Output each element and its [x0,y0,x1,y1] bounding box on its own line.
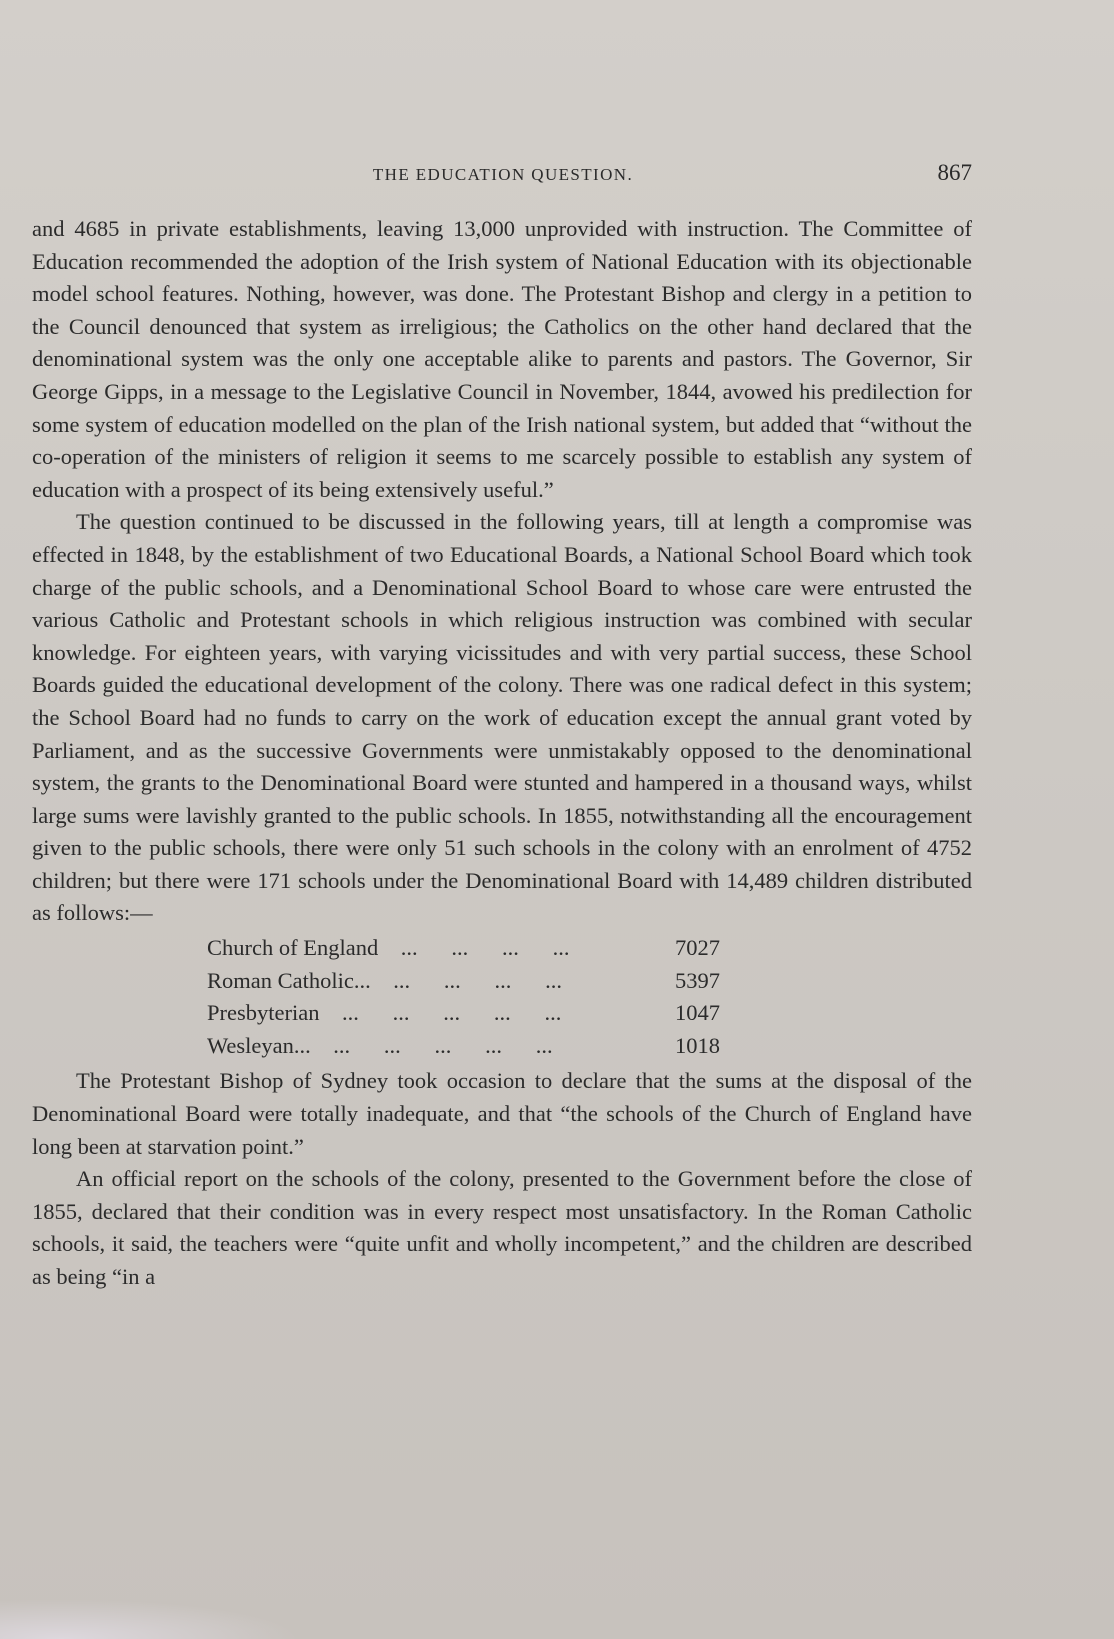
table-row [207,932,827,965]
distribution-table [207,932,827,1062]
paragraph-4: An official report on the schools of the colony, presented to the Government before the close of 1855, declared that their condition was in every respect most unsatisfactory. In the Roman Catholic schools, it said, the teachers were “quite unfit and wholly incompetent,” and the children are described as being “in a [32,1166,972,1289]
running-head [34,160,972,190]
table-row [207,1030,827,1063]
table-row [207,965,827,998]
table-row-value: 5397 [675,967,720,993]
page-smudge [0,1599,300,1639]
page-number: 867 [937,160,972,185]
table-row-label: Presbyterian ... ... ... ... ... [207,1000,562,1026]
table-row-value: 1018 [675,1032,720,1058]
paragraph-2: The question continued to be discussed in the following years, till at length a compromise was effected in 1848, by the establishment of two Educational Boards, a National School Board which took charge of the public schools, and a Denominational School Board to whose care were entrusted the various Catholic and Protestant schools in which religious instruction was combined with secular knowledge. For eighteen years, with varying vicissitudes and with very partial success, these School Boards guided the educational development of the colony. There was one radical defect in this system; the School Board had no funds to carry on the work of education except the annual grant voted by Parliament, and as the successive Governments were unmistakably opposed to the denominational system, the grants to the Denominational Board were stunted and hampered in a thousand ways, whilst large sums were lavishly granted to the public schools. In 1855, notwithstanding all the encouragement given to the public schools, there were only 51 such schools in the colony with an enrolment of 4752 children; but there were 171 schools under the Denominational Board with 14,489 children distributed as follows:— [32,509,972,926]
paragraph-1: and 4685 in private establishments, leaving 13,000 unprovided with instruction. The Committee of Education recommended the adoption of the Irish system of National Education with its objectionable model school features. Nothing, however, was done. The Protestant Bishop and clergy in a petition to the Council denounced that system as irreligious; the Catholics on the other hand declared that the denominational system was the only one acceptable alike to parents and pastors. The Governor, Sir George Gipps, in a message to the Legislative Council in November, 1844, avowed his predilection for some system of education modelled on the plan of the Irish national system, but added that “without the co-operation of the ministers of religion it seems to me scarcely possible to establish any system of education with a prospect of its being extensively useful.” [32,216,972,502]
table-row-label: Wesleyan... ... ... ... ... ... [207,1032,553,1058]
running-title: THE EDUCATION QUESTION. [372,165,634,184]
table-row-label: Church of England ... ... ... ... [207,935,570,961]
table-row-value: 1047 [675,1000,720,1026]
table-row [207,997,827,1030]
body-text [32,213,972,1294]
table-row-label: Roman Catholic... ... ... ... ... [207,967,562,993]
table-row-value: 7027 [675,935,720,961]
paragraph-3: The Protestant Bishop of Sydney took occasion to declare that the sums at the disposal of the Denominational Board were totally inadequate, and that “the schools of the Church of England have long been at starvation point.” [32,1068,972,1159]
